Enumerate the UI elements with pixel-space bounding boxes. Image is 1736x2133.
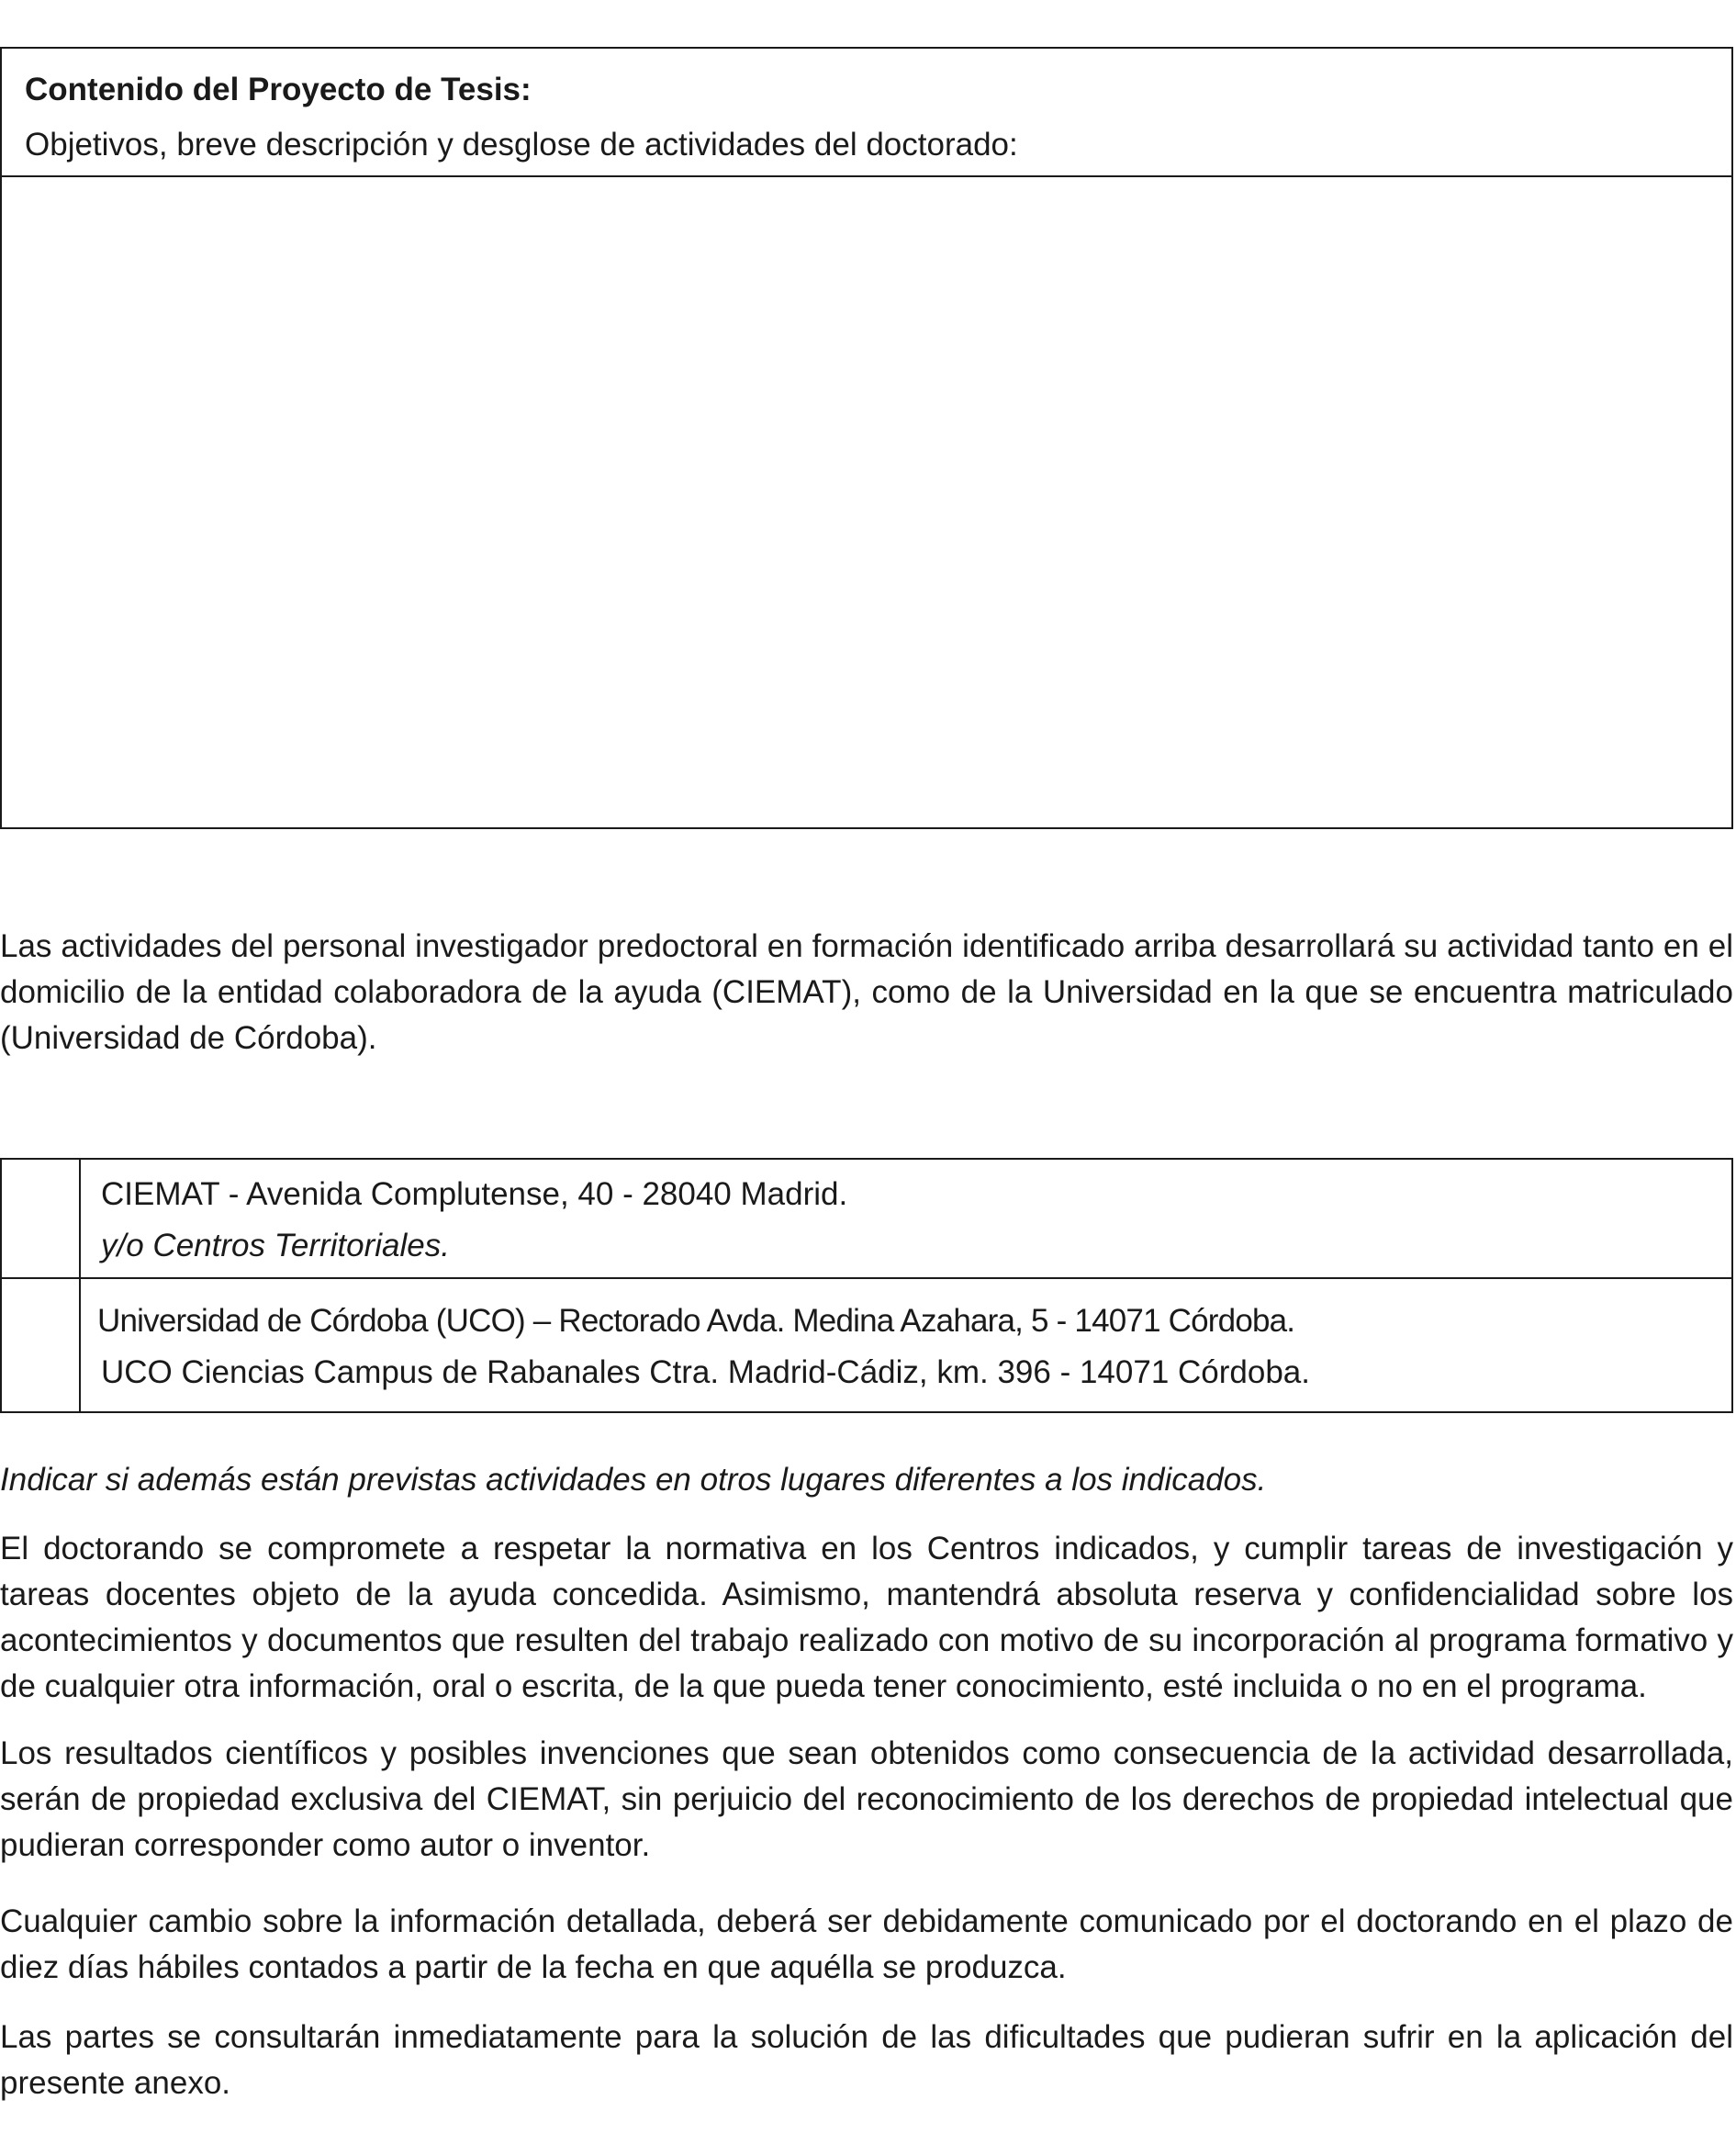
location-row-uco (1, 1278, 1732, 1412)
locations-table (0, 1158, 1733, 1413)
thesis-project-box (0, 47, 1733, 829)
location-ciemat-line1: CIEMAT - Avenida Complutense, 40 - 28040 Madrid. (101, 1176, 848, 1212)
thesis-box-subtitle: Objetivos, breve descripción y desglose de actividades del doctorado: (25, 127, 1018, 163)
thesis-content-area[interactable] (2, 177, 1731, 827)
thesis-box-title: Contenido del Proyecto de Tesis: (25, 72, 532, 107)
location-uco-line2: UCO Ciencias Campus de Rabanales Ctra. Madrid-Cádiz, km. 396 - 14071 Córdoba. (101, 1354, 1310, 1390)
changes-paragraph: Cualquier cambio sobre la información detallada, deberá ser debidamente comunicado por el doctorando en el plazo de diez días hábiles contados a partir de la fecha en que aquélla se produzca. (0, 1903, 1733, 1985)
intro-paragraph: Las actividades del personal investigador predoctoral en formación identificado arriba desarrollará su actividad tanto en el domicilio de la entidad colaboradora de la ayuda (CIEMAT), como de la Universidad en la que se encuentra matriculado (Universidad de Córdoba). (0, 928, 1733, 1056)
location-address-uco (80, 1278, 1732, 1412)
location-ciemat-line2: y/o Centros Territoriales. (101, 1228, 450, 1263)
location-checkbox-ciemat[interactable] (1, 1159, 80, 1278)
results-paragraph: Los resultados científicos y posibles invenciones que sean obtenidos como consecuencia de la actividad desarrollada, serán de propiedad exclusiva del CIEMAT, sin perjuicio del reconocimiento de los derechos de propiedad intelectual que pudieran corresponder como autor o inventor. (0, 1735, 1733, 1863)
location-row-ciemat (1, 1159, 1732, 1278)
consult-paragraph: Las partes se consultarán inmediatamente para la solución de las dificultades que pudieran sufrir en la aplicación del presente anexo. (0, 2019, 1733, 2101)
location-uco-line1: Universidad de Córdoba (UCO) – Rectorado Avda. Medina Azahara, 5 - 14071 Córdoba. (97, 1303, 1295, 1339)
other-locations-note: Indicar si además están previstas actividades en otros lugares diferentes a los indicados. (0, 1462, 1267, 1498)
location-checkbox-uco[interactable] (1, 1278, 80, 1412)
location-address-ciemat (80, 1159, 1732, 1278)
commitment-paragraph: El doctorando se compromete a respetar la normativa en los Centros indicados, y cumplir tareas de investigación y tareas docentes objeto de la ayuda concedida. Asimismo, mantendrá absoluta reserva y confidencialidad sobre los acontecimientos y documentos que resulten del trabajo realizado con motivo de su incorporación al programa formativo y de cualquier otra información, oral o escrita, de la que pueda tener conocimiento, esté incluida o no en el programa. (0, 1531, 1733, 1704)
thesis-box-header (2, 49, 1731, 177)
